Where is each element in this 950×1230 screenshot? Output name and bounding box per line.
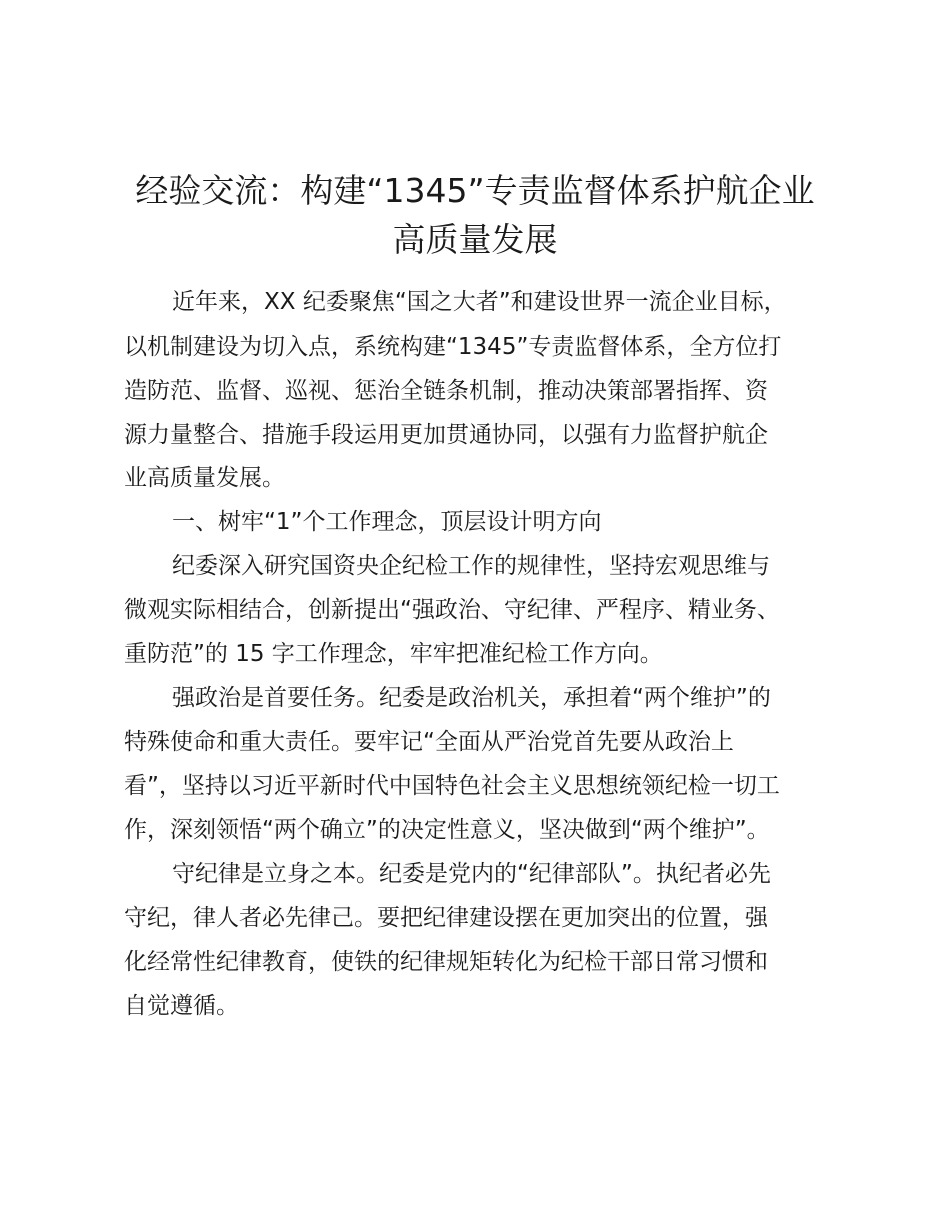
paragraph-2-line-1: 强政治是首要任务。纪委是政治机关，承担着“两个维护”的: [172, 685, 771, 711]
paragraph-2-line-3: 看”，坚持以习近平新时代中国特色社会主义思想统领纪检一切工: [124, 773, 780, 799]
intro-line-1: 近年来，XX 纪委聚焦“国之大者”和建设世界一流企业目标，: [172, 289, 787, 315]
intro-line-2: 以机制建设为切入点，系统构建“1345”专责监督体系，全方位打: [124, 334, 782, 360]
paragraph-1-line-3: 重防范”的 15 字工作理念，牢牢把准纪检工作方向。: [124, 641, 663, 667]
paragraph-3-line-2: 守纪，律人者必先律己。要把纪律建设摆在更加突出的位置，强: [124, 905, 768, 931]
paragraph-2-line-2: 特殊使命和重大责任。要牢记“全面从严治党首先要从政治上: [124, 729, 734, 755]
paragraph-3-line-3: 化经常性纪律教育，使铁的纪律规矩转化为纪检干部日常习惯和: [124, 949, 768, 975]
paragraph-2-line-4: 作，深刻领悟“两个确立”的决定性意义，坚决做到“两个维护”。: [124, 817, 770, 843]
intro-line-4: 源力量整合、措施手段运用更加贯通协同，以强有力监督护航企: [124, 422, 768, 448]
document-title-line-2: 高质量发展: [392, 220, 558, 259]
section-heading-1: 一、树牢“1”个工作理念，顶层设计明方向: [172, 509, 602, 535]
paragraph-3-line-1: 守纪律是立身之本。纪委是党内的“纪律部队”。执纪者必先: [172, 861, 771, 887]
paragraph-3-line-4: 自觉遵循。: [124, 993, 239, 1019]
intro-line-5: 业高质量发展。: [124, 465, 285, 491]
paragraph-1-line-1: 纪委深入研究国资央企纪检工作的规律性，坚持宏观思维与: [172, 553, 770, 579]
paragraph-1-line-2: 微观实际相结合，创新提出“强政治、守纪律、严程序、精业务、: [124, 597, 780, 623]
intro-line-3: 造防范、监督、巡视、惩治全链条机制，推动决策部署指挥、资: [124, 378, 768, 404]
document-title-line-1: 经验交流：构建“1345”专责监督体系护航企业: [135, 171, 815, 210]
